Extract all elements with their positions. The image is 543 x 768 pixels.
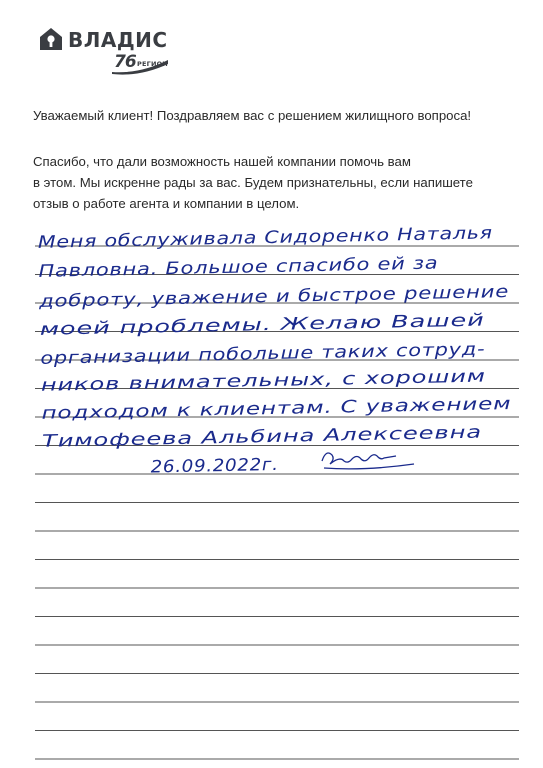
review-date: 26.09.2022г.: [150, 455, 270, 478]
paragraph-line: Спасибо, что дали возможность нашей компании помочь вам: [33, 154, 411, 169]
review-line: ников внимательных, с хорошим: [40, 369, 355, 396]
signature: [322, 453, 414, 469]
greeting-text: Уважаемый клиент! Поздравляем вас с решением жилищного вопроса!: [33, 108, 472, 123]
logo-wordmark: ВЛАДИС: [68, 28, 168, 52]
review-line: организации побольше таких сотруд-: [40, 341, 403, 369]
paragraph-line: в этом. Мы искренне рады за вас. Будем признательны, если напишете: [33, 175, 473, 190]
review-line: Тимофеева Альбина Алексеевна: [41, 425, 352, 452]
review-line: подходом к клиентам. С уважением: [41, 396, 388, 424]
review-line: Павловна. Большое спасибо ей за: [38, 255, 363, 282]
review-line: доброту, уважение и быстрое решение: [38, 283, 416, 312]
review-line: Меня обслуживала Сидоренко Наталья: [37, 224, 414, 253]
logo-region-label: РЕГИОН: [137, 60, 168, 68]
paragraph-line: отзыв о работе агента и компании в целом.: [33, 196, 300, 211]
logo-region-number: 76: [114, 52, 136, 72]
review-line: моей проблемы. Желаю Вашей: [39, 313, 336, 340]
